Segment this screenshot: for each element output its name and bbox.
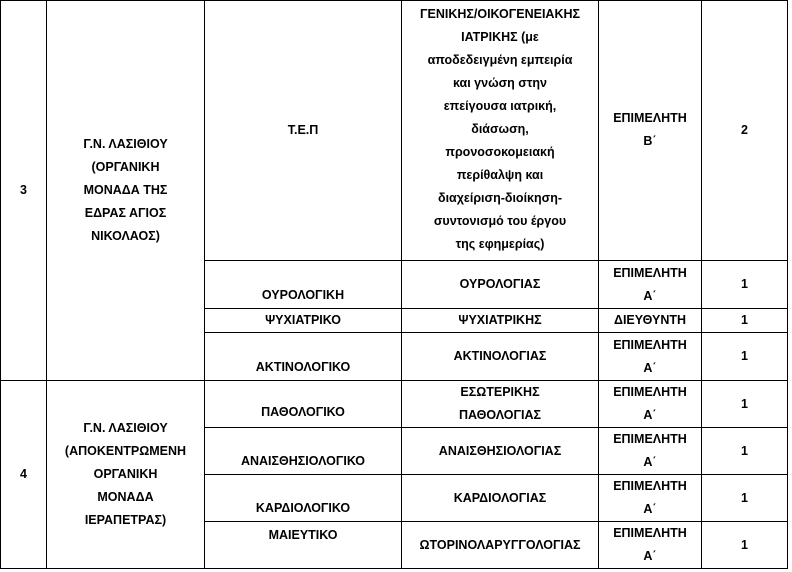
- department-name: ΑΝΑΙΣΘΗΣΙΟΛΟΓΙΚΟ: [240, 454, 366, 468]
- rank-line: ΕΠΙΜΕΛΗΤΗ: [613, 385, 687, 399]
- department-cell: [205, 261, 402, 309]
- department-cell: [205, 0, 402, 261]
- rank-cell: [599, 522, 702, 569]
- row-number: 4: [20, 467, 27, 481]
- specialty-line: ΑΝΑΙΣΘΗΣΙΟΛΟΓΙΑΣ: [438, 443, 562, 458]
- specialty-line: της εφημερίας): [455, 237, 545, 251]
- positions-count: 1: [741, 396, 748, 411]
- department-name: ΜΑΙΕΥΤΙΚΟ: [268, 528, 338, 542]
- hospital-name-line: Γ.Ν. ΛΑΣΙΘΙΟΥ: [83, 421, 168, 435]
- positions-cell: [702, 0, 788, 261]
- positions-cell: [702, 428, 788, 475]
- specialty-cell: [402, 261, 599, 309]
- rank-cell: [599, 0, 702, 261]
- department-name: ΚΑΡΔΙΟΛΟΓΙΚΟ: [255, 501, 351, 515]
- hospital-name-line: (ΟΡΓΑΝΙΚΗ: [91, 160, 160, 174]
- specialty-cell: [402, 428, 599, 475]
- rank-line: ΕΠΙΜΕΛΗΤΗ: [613, 432, 687, 446]
- rank-line: ΕΠΙΜΕΛΗΤΗ: [613, 337, 687, 352]
- specialty-line: προνοσοκομειακή: [445, 145, 555, 159]
- positions-cell: [702, 381, 788, 428]
- specialty-line: επείγουσα ιατρική,: [443, 99, 557, 113]
- specialty-line: διάσωση,: [471, 122, 529, 136]
- rank-cell: [599, 381, 702, 428]
- hospital-name-line: Γ.Ν. ΛΑΣΙΘΙΟΥ: [83, 137, 168, 151]
- rank-line: Β΄: [643, 134, 657, 148]
- department-name: Τ.Ε.Π: [287, 123, 319, 137]
- department-cell: [205, 333, 402, 381]
- rank-line: Α΄: [643, 408, 657, 422]
- positions-count: 1: [741, 349, 748, 363]
- rank-line: ΕΠΙΜΕΛΗΤΗ: [613, 526, 687, 540]
- specialty-line: ΙΑΤΡΙΚΗΣ (με: [461, 30, 539, 44]
- rank-line: Α΄: [643, 455, 657, 469]
- positions-count: 1: [741, 537, 748, 552]
- department-cell: [205, 381, 402, 428]
- specialty-line: ΟΥΡΟΛΟΓΙΑΣ: [459, 277, 541, 291]
- positions-count: 1: [741, 490, 748, 505]
- specialty-cell: [402, 475, 599, 522]
- specialty-line: ΕΣΩΤΕΡΙΚΗΣ: [460, 385, 540, 399]
- rank-line: ΔΙΕΥΘΥΝΤΗ: [613, 313, 687, 327]
- hospital-name-line: ΜΟΝΑΔΑ: [97, 490, 154, 504]
- rank-line: ΕΠΙΜΕΛΗΤΗ: [613, 265, 687, 280]
- rank-cell: [599, 475, 702, 522]
- specialty-cell: [402, 0, 599, 261]
- specialty-line: και γνώση στην: [452, 76, 548, 90]
- row-number-cell: [0, 381, 47, 569]
- positions-cell: [702, 261, 788, 309]
- department-name: ΨΥΧΙΑΤΡΙΚΟ: [265, 313, 341, 327]
- specialty-cell: [402, 333, 599, 381]
- positions-cell: [702, 522, 788, 569]
- rank-line: ΕΠΙΜΕΛΗΤΗ: [613, 111, 687, 125]
- hospital-cell: [47, 381, 205, 569]
- specialty-line: ΓΕΝΙΚΗΣ/ΟΙΚΟΓΕΝΕΙΑΚΗΣ: [419, 7, 581, 21]
- hospital-name-line: (ΑΠΟΚΕΝΤΡΩΜΕΝΗ: [64, 444, 187, 458]
- row-number: 3: [20, 183, 27, 197]
- hospital-name-line: ΟΡΓΑΝΙΚΗ: [93, 467, 158, 481]
- specialty-cell: [402, 381, 599, 428]
- specialty-line: ΚΑΡΔΙΟΛΟΓΙΑΣ: [453, 490, 547, 505]
- department-name: ΑΚΤΙΝΟΛΟΓΙΚΟ: [255, 360, 351, 374]
- rank-cell: [599, 428, 702, 475]
- specialty-line: ΨΥΧΙΑΤΡΙΚΗΣ: [458, 313, 542, 327]
- positions-cell: [702, 475, 788, 522]
- hospital-name-line: ΕΔΡΑΣ ΑΓΙΟΣ: [84, 206, 167, 220]
- positions-cell: [702, 333, 788, 381]
- rank-line: ΕΠΙΜΕΛΗΤΗ: [613, 479, 687, 493]
- positions-count: 1: [741, 277, 748, 291]
- hospital-name-line: ΝΙΚΟΛΑΟΣ): [91, 229, 160, 243]
- rank-line: Α΄: [643, 360, 657, 375]
- specialty-cell: [402, 522, 599, 569]
- department-cell: [205, 522, 402, 569]
- positions-cell: [702, 309, 788, 333]
- positions-count: 1: [741, 313, 748, 327]
- hospital-cell: [47, 0, 205, 381]
- row-number-cell: [0, 0, 47, 381]
- hospital-name-line: ΜΟΝΑΔΑ ΤΗΣ: [83, 183, 168, 197]
- positions-count: 2: [741, 123, 748, 137]
- department-name: ΟΥΡΟΛΟΓΙΚΗ: [261, 288, 345, 302]
- specialty-line: ΠΑΘΟΛΟΓΙΑΣ: [458, 408, 542, 422]
- specialty-line: συντονισμό του έργου: [433, 214, 567, 228]
- specialty-cell: [402, 309, 599, 333]
- hospital-name-line: ΙΕΡΑΠΕΤΡΑΣ): [84, 513, 167, 527]
- positions-count: 1: [741, 443, 748, 458]
- department-name: ΠΑΘΟΛΟΓΙΚΟ: [261, 404, 345, 419]
- department-cell: [205, 428, 402, 475]
- department-cell: [205, 309, 402, 333]
- rank-cell: [599, 261, 702, 309]
- rank-line: Α΄: [643, 502, 657, 516]
- rank-cell: [599, 333, 702, 381]
- specialty-line: ΩΤΟΡΙΝΟΛΑΡΥΓΓΟΛΟΓΙΑΣ: [419, 537, 581, 552]
- specialty-line: αποδεδειγμένη εμπειρία: [427, 53, 573, 67]
- rank-line: Α΄: [643, 288, 657, 303]
- rank-line: Α΄: [643, 549, 657, 563]
- specialty-line: ΑΚΤΙΝΟΛΟΓΙΑΣ: [453, 349, 547, 363]
- department-cell: [205, 475, 402, 522]
- rank-cell: [599, 309, 702, 333]
- specialty-line: περίθαλψη και: [456, 168, 544, 182]
- specialty-line: διαχείριση-διοίκηση-: [437, 191, 562, 205]
